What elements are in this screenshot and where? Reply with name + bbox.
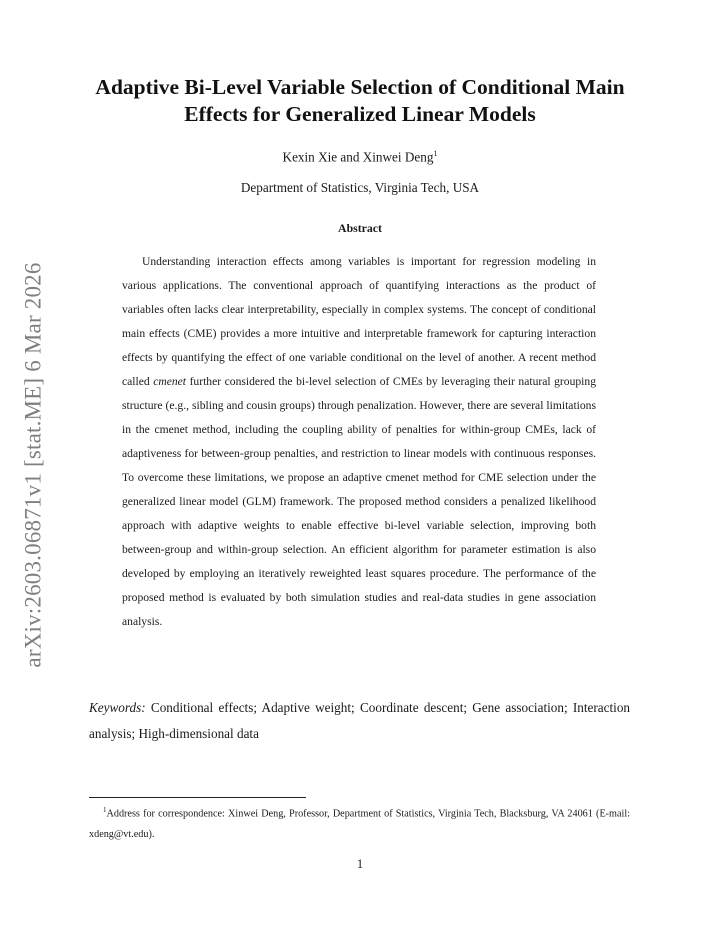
footnote-text: Address for correspondence: Xinwei Deng, Professor, Department of Statistics, Virginia Tech, Blacksburg, VA 24061 (E-mail: xdeng@vt.edu).: [89, 808, 630, 841]
footnote: [89, 800, 630, 845]
keywords-label: Keywords:: [89, 700, 146, 715]
keywords-section: [89, 695, 630, 747]
affiliation: Department of Statistics, Virginia Tech, USA: [240, 180, 480, 195]
arxiv-identifier: arXiv:2603.06871v1 [stat.ME] 6 Mar 2026: [21, 262, 47, 668]
arxiv-identifier-margin: [14, 255, 54, 675]
abstract-body: [122, 250, 596, 634]
keywords-list: Conditional effects; Adaptive weight; Coordinate descent; Gene association; Interaction analysis; High-dimensional data: [89, 700, 631, 741]
author-footnote-mark: 1: [433, 149, 438, 158]
page-number: 1: [356, 857, 364, 871]
abstract-text-part-2: further considered the bi-level selection of CMEs by leveraging their natural grouping structure (e.g., sibling and cousin groups) through penalization. However, there are several limitations in the cmenet method, including the coupling ability of penalties for within-group CMEs, lack of adaptiveness for between-group penalties, and restriction to linear models with continuous responses. To overcome these limitations, we propose an adaptive cmenet method for CME selection under the generalized linear model (GLM) framework. The proposed method considers a penalized likelihood approach with adaptive weights to enable effective bi-level variable selection, improving both between-group and within-group selection. An efficient algorithm for parameter estimation is also developed by employing an iteratively reweighted least squares procedure. The performance of the proposed method is evaluated by both simulation studies and real-data studies in gene association analysis.: [122, 375, 596, 628]
abstract-heading: Abstract: [338, 221, 382, 235]
footnote-mark: 1: [103, 806, 107, 814]
author-names: Kexin Xie and Xinwei Deng: [282, 149, 434, 165]
abstract-text-part-1: Understanding interaction effects among variables is important for regression modeling in various applications. The conventional approach of quantifying interactions as the product of variables often lacks clear interpretability, especially in complex systems. The concept of conditional main effects (CME) provides a more intuitive and interpretable framework for capturing interaction effects by quantifying the effect of one variable conditional on the level of another. A recent method called: [122, 255, 596, 388]
abstract-italic-term: cmenet: [153, 375, 187, 388]
footnote-divider: [89, 797, 306, 798]
paper-title: Adaptive Bi-Level Variable Selection of Conditional Main Effects for Generalized Linear Models: [95, 75, 625, 126]
author-line: [80, 149, 640, 165]
